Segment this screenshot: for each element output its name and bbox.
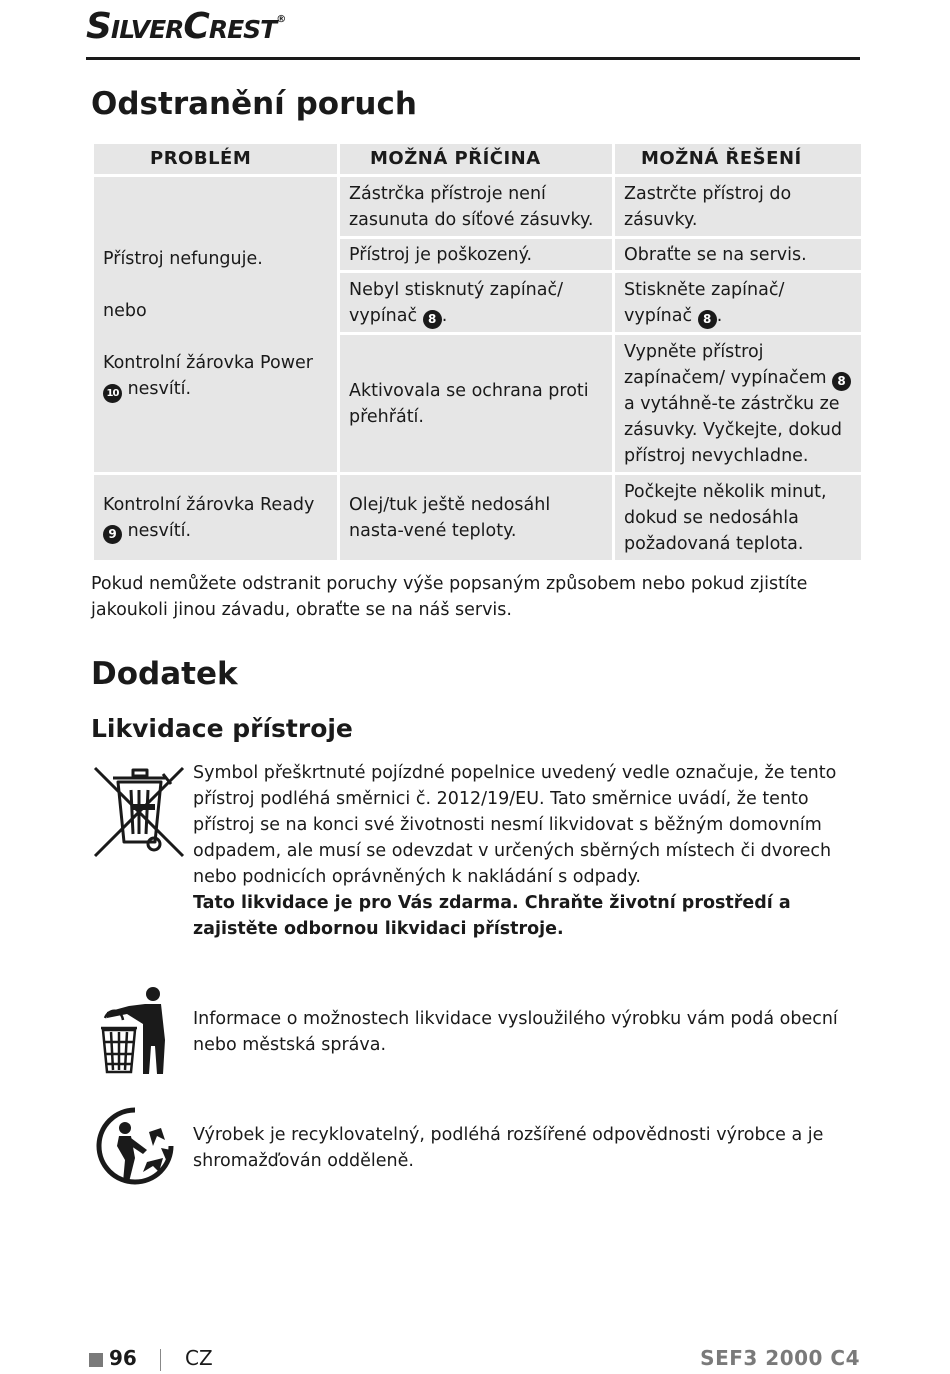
- reference-number-badge: 8: [832, 372, 851, 391]
- solution-cell: Stiskněte zapínač/ vypínač 8 .: [614, 272, 863, 334]
- column-header-problem: PROBLÉM: [93, 143, 339, 176]
- footer-separator: [160, 1349, 161, 1371]
- page-number: 96: [109, 1346, 137, 1370]
- reference-number-badge: 10: [103, 384, 122, 403]
- weee-bold-paragraph: Tato likvidace je pro Vás zdarma. Chraňte životní prostředí a zajistěte odbornou likvidaci přístroje.: [193, 893, 791, 939]
- reference-number-badge: 8: [423, 310, 442, 329]
- person-throwing-into-bin-icon: [97, 984, 173, 1076]
- column-header-cause: MOŽNÁ PŘÍČINA: [339, 143, 614, 176]
- weee-paragraph: Symbol přeškrtnuté pojízdné popelnice uvedený vedle označuje, že tento přístroj podléhá směrnici č. 2012/19/EU. Tato směrnice uvádí, že tento přístroj se na konci své životnosti nesmí likvidovat s běžným domovním odpadem, ale musí se odevzdat v určených sběrných místech či dvorech nebo podnicích oprávněných k nakládání s odpady.: [193, 763, 837, 887]
- cause-cell: Nebyl stisknutý zapínač/ vypínač 8 .: [339, 272, 614, 334]
- column-header-solution: MOŽNÁ ŘEŠENÍ: [614, 143, 863, 176]
- cause-cell: Zástrčka přístroje není zasunuta do síťové zásuvky.: [339, 176, 614, 238]
- troubleshooting-title: Odstranění poruch: [91, 86, 417, 122]
- header-rule: [86, 57, 860, 60]
- disposal-title: Likvidace přístroje: [91, 714, 353, 743]
- solution-cell: Obraťte se na servis.: [614, 238, 863, 272]
- crossed-out-wheelie-bin-icon: [91, 764, 187, 860]
- troubleshooting-table: [91, 141, 864, 563]
- cause-cell: Aktivovala se ochrana proti přehřátí.: [339, 334, 614, 474]
- municipal-info-paragraph: Informace o možnostech likvidace vysloužilého výrobku vám podá obecní nebo městská správa.: [193, 1009, 838, 1055]
- recycle-paragraph: Výrobek je recyklovatelný, podléhá rozšířené odpovědnosti výrobce a je shromažďován odděleně.: [193, 1125, 824, 1171]
- annex-title: Dodatek: [91, 656, 238, 692]
- table-header-row: [93, 143, 863, 176]
- reference-number-badge: 9: [103, 525, 122, 544]
- table-row: [93, 176, 863, 238]
- table-row: [93, 474, 863, 562]
- cause-cell: Olej/tuk ještě nedosáhl nasta-vené teploty.: [339, 474, 614, 562]
- model-number: SEF3 2000 C4: [700, 1346, 860, 1370]
- troubleshooting-note: Pokud nemůžete odstranit poruchy výše popsaným způsobem nebo pokud zjistíte jakoukoli jinou závadu, obraťte se na náš servis.: [91, 574, 808, 620]
- problem-cell-2: Kontrolní žárovka Ready 9 nesvítí.: [93, 474, 339, 562]
- solution-cell: Počkejte několik minut, dokud se nedosáhla požadovaná teplota.: [614, 474, 863, 562]
- problem-cell-1: Přístroj nefunguje. nebo Kontrolní žárovka Power 10 nesvítí.: [93, 176, 339, 474]
- solution-cell: Zastrčte přístroj do zásuvky.: [614, 176, 863, 238]
- reference-number-badge: 8: [698, 310, 717, 329]
- language-code: CZ: [185, 1346, 213, 1370]
- solution-cell: Vypněte přístroj zapínačem/ vypínačem 8 a vytáhně-te zástrčku ze zásuvky. Vyčkejte, dokud přístroj nevychladne.: [614, 334, 863, 474]
- triman-recycling-icon: [95, 1106, 175, 1186]
- brand-logo: SilverCrest®: [86, 6, 286, 47]
- footer-square-mark: [89, 1353, 103, 1367]
- cause-cell: Přístroj je poškozený.: [339, 238, 614, 272]
